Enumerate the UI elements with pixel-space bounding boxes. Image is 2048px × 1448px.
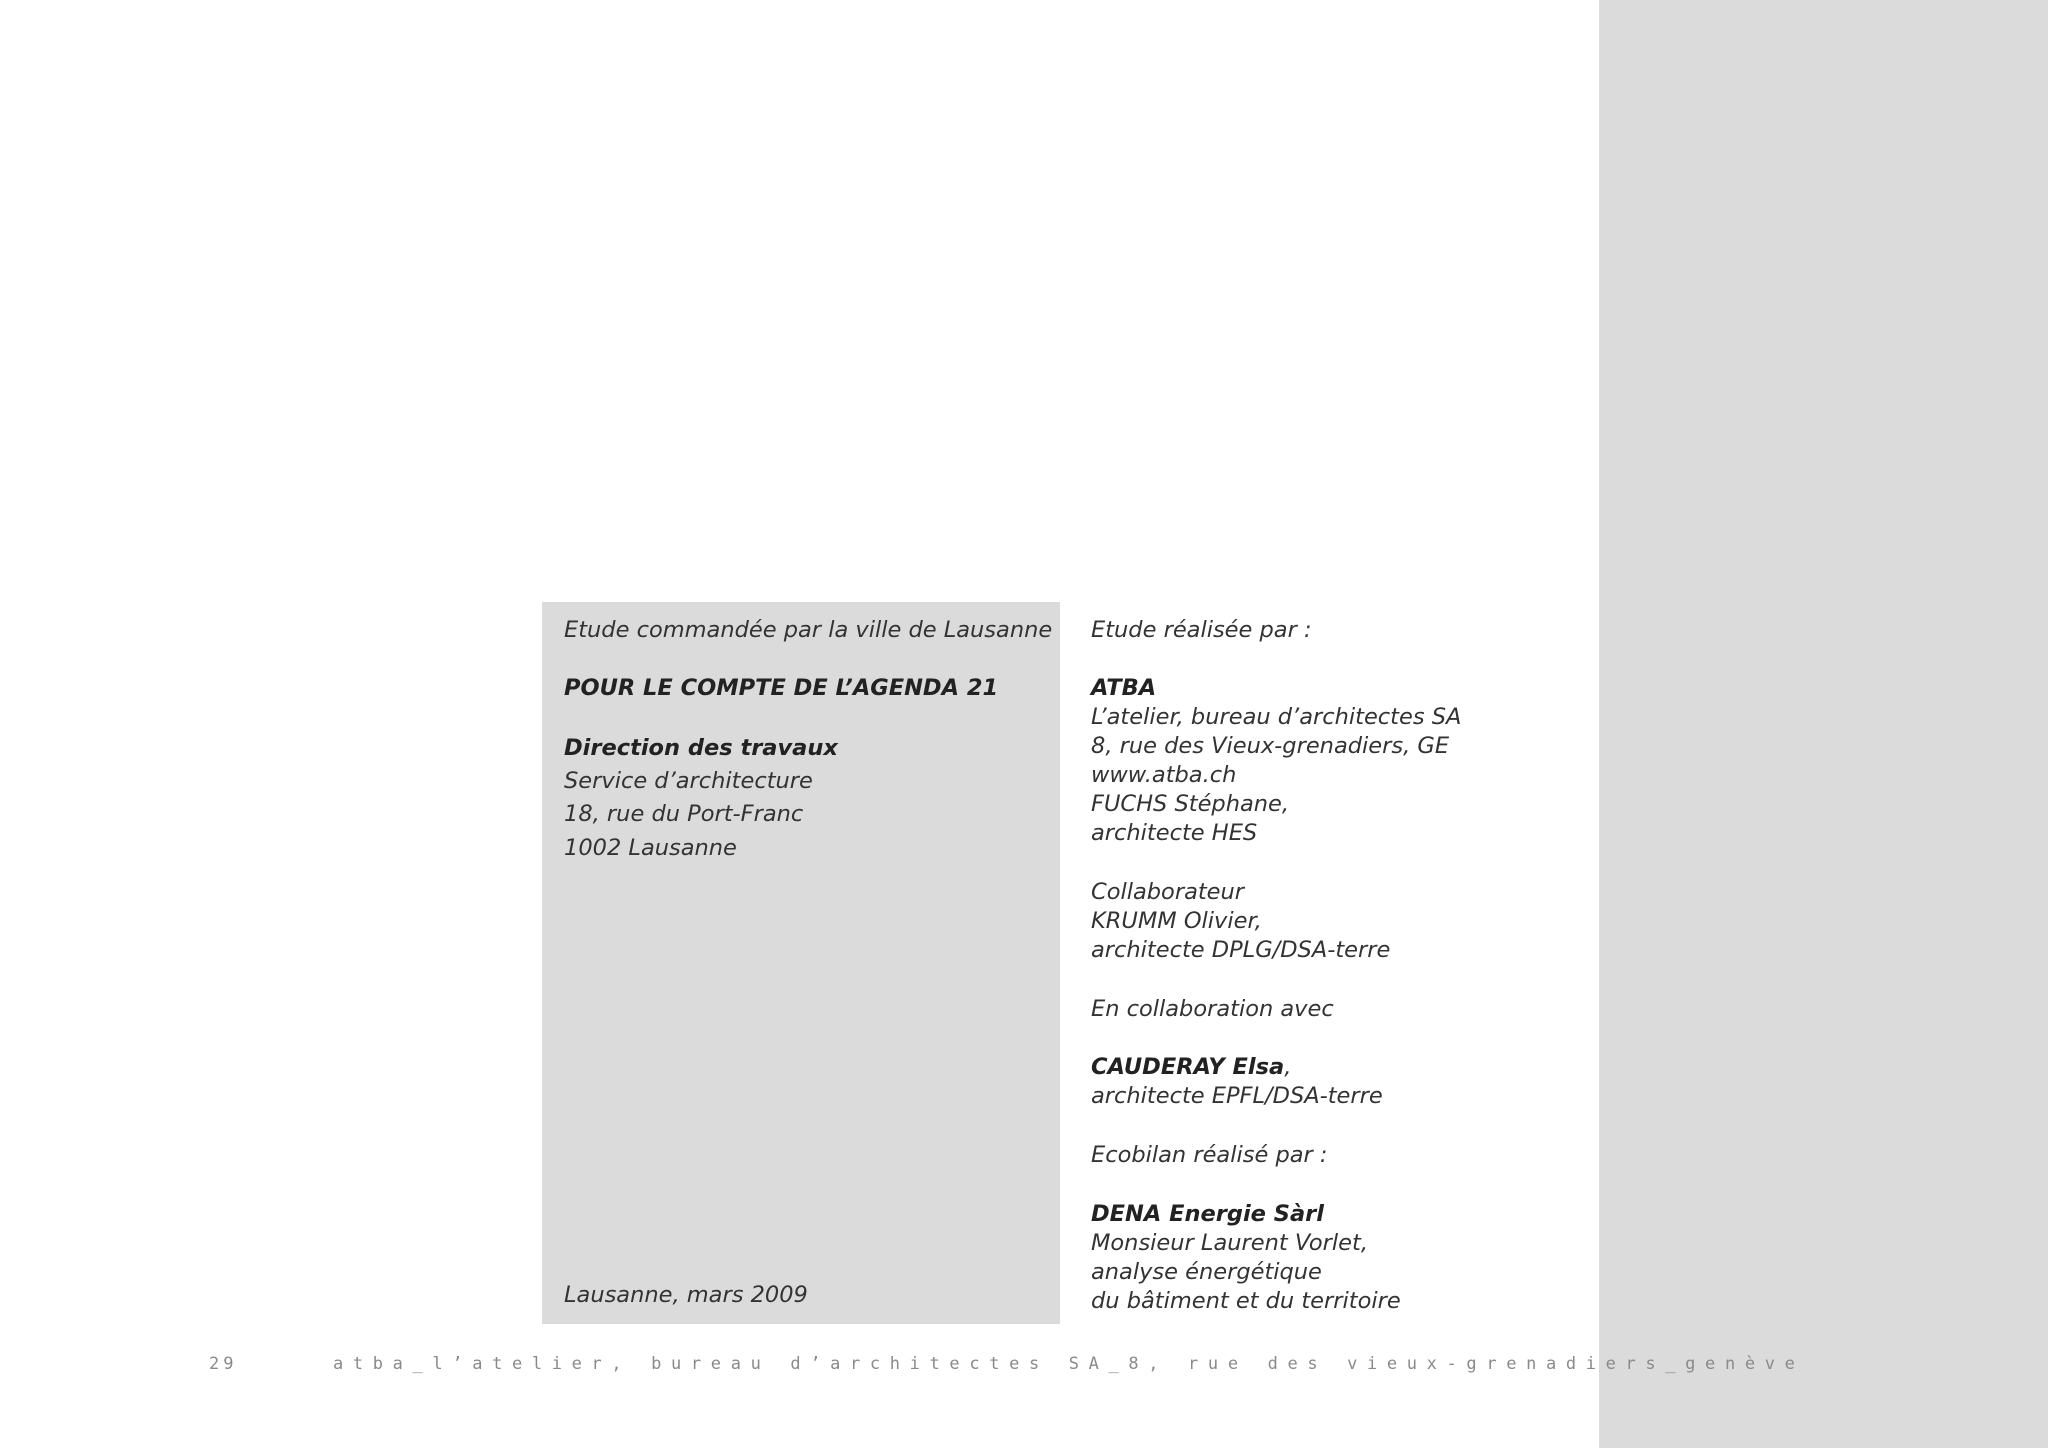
partner-line — [1091, 1053, 1291, 1082]
dena-role-line-1: analyse énergétique — [1091, 1259, 1322, 1285]
right-margin-band — [1599, 0, 2048, 1448]
dena-name: DENA Energie Sàrl — [1091, 1201, 1324, 1227]
atba-website: www.atba.ch — [1091, 762, 1237, 788]
partnership-text: En collaboration avec — [1091, 996, 1334, 1022]
collaborator-title: architecte DPLG/DSA-terre — [1091, 937, 1391, 963]
street-text: 18, rue du Port-Franc — [564, 801, 804, 827]
place-date-text: Lausanne, mars 2009 — [564, 1282, 808, 1308]
commissioner-panel — [542, 602, 1060, 1324]
city-text: 1002 Lausanne — [564, 835, 737, 861]
collaborator-name: KRUMM Olivier, — [1091, 908, 1262, 934]
ecobilan-intro: Ecobilan réalisé par : — [1091, 1142, 1328, 1168]
page-number: 29 — [209, 1354, 238, 1374]
lead-architect-title: architecte HES — [1091, 820, 1258, 846]
atba-address: 8, rue des Vieux-grenadiers, GE — [1091, 733, 1450, 759]
footer-address: atba_l’atelier, bureau d’architectes SA_8, rue des vieux-grenadiers_genève — [333, 1354, 1805, 1374]
lead-architect-name: FUCHS Stéphane, — [1091, 791, 1290, 817]
service-text: Service d’architecture — [564, 768, 813, 794]
partner-comma: , — [1284, 1054, 1292, 1080]
atba-name: ATBA — [1091, 675, 1157, 701]
realised-by-text: Etude réalisée par : — [1091, 617, 1312, 643]
agenda-heading: POUR LE COMPTE DE L’AGENDA 21 — [564, 675, 999, 701]
collaborator-label: Collaborateur — [1091, 879, 1245, 905]
dena-contact: Monsieur Laurent Vorlet, — [1091, 1230, 1368, 1256]
direction-heading: Direction des travaux — [564, 735, 838, 761]
commissioned-by-text: Etude commandée par la ville de Lausanne — [564, 617, 1053, 643]
atba-full-name: L’atelier, bureau d’architectes SA — [1091, 704, 1462, 730]
partner-title: architecte EPFL/DSA-terre — [1091, 1083, 1383, 1109]
partner-name: CAUDERAY Elsa — [1091, 1054, 1285, 1080]
dena-role-line-2: du bâtiment et du territoire — [1091, 1288, 1401, 1314]
